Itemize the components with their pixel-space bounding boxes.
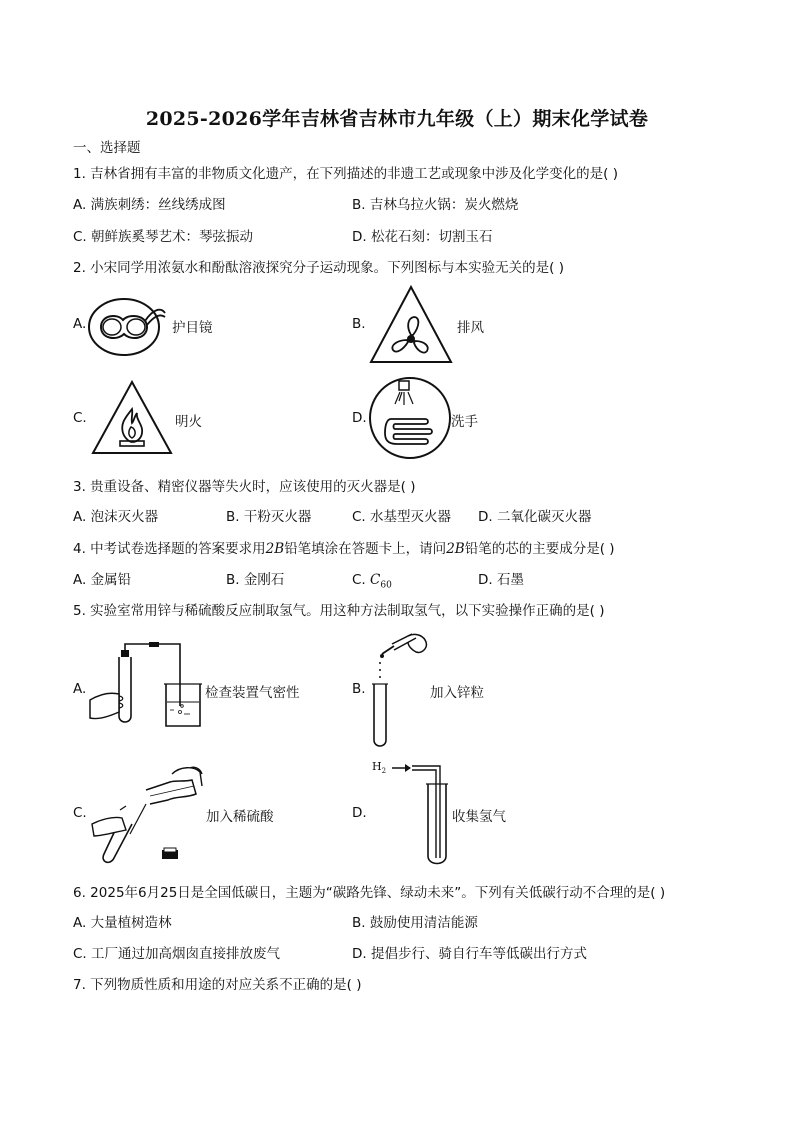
adding-acid-figure [90,764,208,866]
question-1-option-d: D. 松花石刻：切割玉石 [352,229,493,245]
question-4-option-d: D. 石墨 [478,572,524,588]
hydrogen-subscript: 2 [381,767,387,776]
question-3-option-a: A. 泡沫灭火器 [73,509,159,525]
question-5-option-d-letter: D. [352,805,367,821]
question-2-option-c-letter: C. [73,410,87,426]
section-heading: 一、选择题 [73,140,141,156]
question-6-option-d: D. 提倡步行、骑自行车等低碳出行方式 [352,946,587,962]
question-2-option-a-label: 护目镜 [172,320,213,336]
question-5-option-a-letter: A. [73,681,87,697]
question-2-option-b-label: 排风 [457,320,484,336]
hand-washing-icon [367,375,453,461]
adding-zinc-figure [368,632,430,750]
question-5-option-a-label: 检查装置气密性 [205,685,300,701]
question-2-option-b-letter: B. [352,316,366,332]
question-6-option-c: C. 工厂通过加高烟囱直接排放废气 [73,946,281,962]
question-3-option-c: C. 水基型灭火器 [352,509,452,525]
question-1-stem: 1. 吉林省拥有丰富的非物质文化遗产，在下列描述的非遗工艺或现象中涉及化学变化的是( ) [73,166,618,182]
question-7-stem: 7. 下列物质性质和用途的对应关系不正确的是( ) [73,977,362,993]
question-1-option-a: A. 满族刺绣：丝线绣成图 [73,197,226,213]
question-5-option-b-label: 加入锌粒 [430,685,484,701]
question-3-stem: 3. 贵重设备、精密仪器等失火时，应该使用的灭火器是( ) [73,479,416,495]
question-6-stem: 6. 2025年6月25日是全国低碳日，主题为“碳路先锋、绿动未来”。下列有关低碳行动不合理的是( ) [73,885,666,901]
goggles-icon [87,295,167,357]
question-4-option-b: B. 金刚石 [226,572,285,588]
question-5-option-c-letter: C. [73,805,87,821]
airtightness-check-figure [88,642,206,730]
exhaust-fan-icon [368,284,454,366]
question-4-stem-pencil-grade-2: 2B [446,541,465,557]
question-4-option-c-subscript: 60 [380,580,392,591]
question-5-stem: 5. 实验室常用锌与稀硫酸反应制取氢气。用这种方法制取氢气，以下实验操作正确的是( ) [73,603,605,619]
page-title: 2025-2026学年吉林省吉林市九年级（上）期末化学试卷 [145,108,649,130]
question-4-stem-part2: 铅笔填涂在答题卡上，请问 [284,541,447,557]
question-4-option-c-letter: C. [352,572,366,588]
question-4-option-a: A. 金属铅 [73,572,132,588]
hydrogen-collection-figure [390,758,450,868]
hydrogen-symbol: H [372,760,382,773]
question-4-stem-part3: 铅笔的芯的主要成分是( ) [464,541,615,557]
question-4-option-c-formula: C [370,572,381,588]
question-4-stem [73,540,615,558]
question-2-option-c-label: 明火 [175,414,202,430]
question-2-option-d-label: 洗手 [451,414,478,430]
hydrogen-label [372,760,386,775]
question-6-option-a: A. 大量植树造林 [73,915,172,931]
question-5-option-c-label: 加入稀硫酸 [206,809,274,825]
question-4-stem-pencil-grade-1: 2B [265,541,285,557]
question-2-option-d-letter: D. [352,410,367,426]
question-5-option-b-letter: B. [352,681,366,697]
question-4-option-c [352,571,392,595]
question-1-option-c: C. 朝鲜族奚琴艺术：琴弦振动 [73,229,254,245]
question-5-option-d-label: 收集氢气 [452,809,506,825]
question-6-option-b: B. 鼓励使用清洁能源 [352,915,478,931]
question-2-option-a-letter: A. [73,316,87,332]
question-2-stem: 2. 小宋同学用浓氨水和酚酞溶液探究分子运动现象。下列图标与本实验无关的是( ) [73,260,564,276]
question-3-option-d: D. 二氧化碳灭火器 [478,509,592,525]
question-3-option-b: B. 干粉灭火器 [226,509,312,525]
question-4-stem-part1: 4. 中考试卷选择题的答案要求用 [73,541,266,557]
question-1-option-b: B. 吉林乌拉火锅：炭火燃烧 [352,197,519,213]
open-flame-icon [90,379,174,457]
